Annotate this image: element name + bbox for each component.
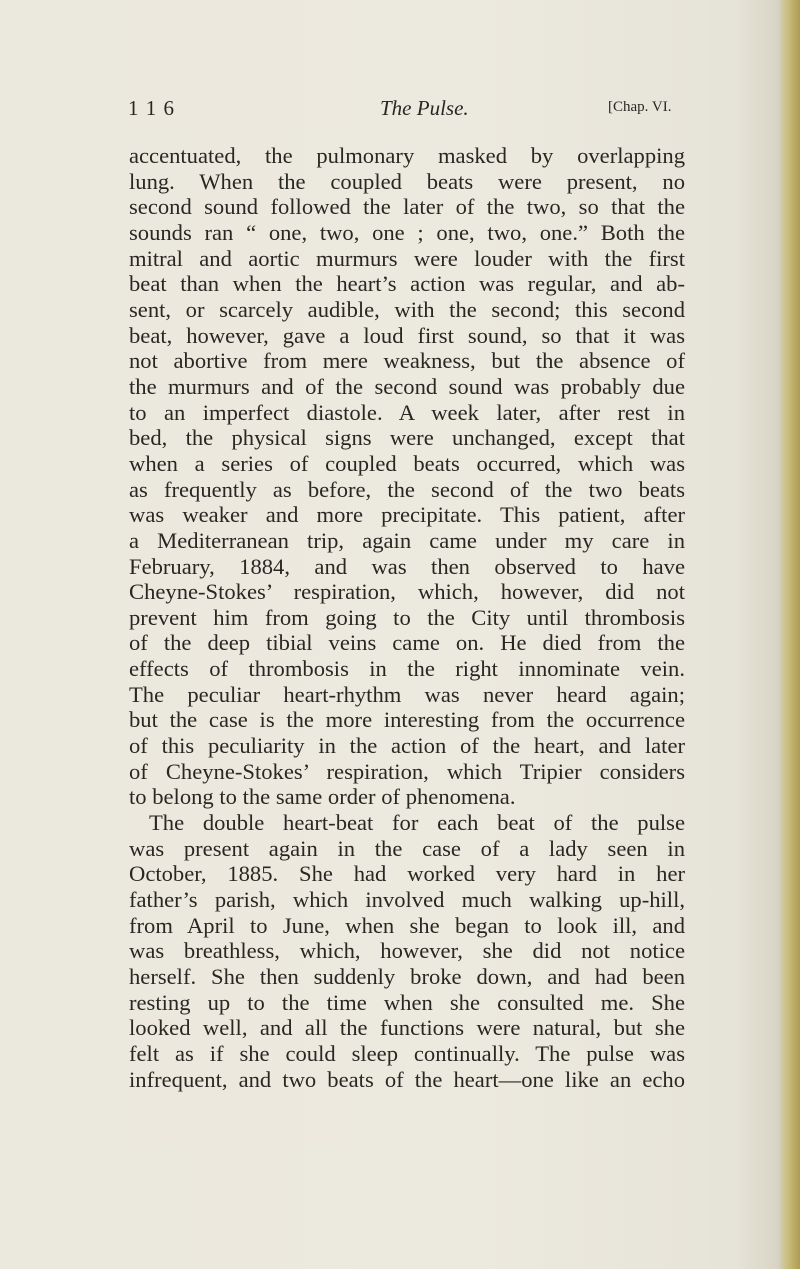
page-header [128,96,688,126]
text-line: when a series of coupled beats occurred, which was [129,450,685,476]
text-line: was weaker and more precipitate. This patient, after [129,502,685,528]
body-text [129,143,685,1092]
text-line: effects of thrombosis in the right innominate vein. [129,656,685,682]
text-line: looked well, and all the functions were natural, but she [129,1015,685,1041]
text-line: prevent him from going to the City until thrombosis [129,604,685,630]
text-line: was present again in the case of a lady seen in [129,835,685,861]
running-title: The Pulse. [380,96,469,120]
text-line: mitral and aortic murmurs were louder with the first [129,245,685,271]
text-line: February, 1884, and was then observed to have [129,553,685,579]
text-line: of the deep tibial veins came on. He died from the [129,630,685,656]
text-line: of Cheyne-Stokes’ respiration, which Tripier considers [129,758,685,784]
text-line: but the case is the more interesting from the occurrence [129,707,685,733]
text-line: of this peculiarity in the action of the heart, and later [129,733,685,759]
text-line: The peculiar heart-rhythm was never heard again; [129,681,685,707]
text-line: as frequently as before, the second of the two beats [129,476,685,502]
text-line: sounds ran “ one, two, one ; one, two, one.” Both the [129,219,685,245]
text-line: a Mediterranean trip, again came under my care in [129,527,685,553]
text-line: lung. When the coupled beats were present, no [129,168,685,194]
text-line: to an imperfect diastole. A week later, after rest in [129,399,685,425]
text-line: from April to June, when she began to look ill, and [129,912,685,938]
page-number: 1 1 6 [128,96,175,120]
text-line: second sound followed the later of the two, so that the [129,194,685,220]
text-line: bed, the physical signs were unchanged, except that [129,425,685,451]
text-line: accentuated, the pulmonary masked by overlapping [129,143,685,168]
text-line: to belong to the same order of phenomena. [129,784,516,810]
text-line: beat, however, gave a loud first sound, so that it was [129,322,685,348]
page-edge [778,0,800,1269]
paragraph-start-line: The double heart-beat for each beat of the pulse [149,810,685,836]
text-line: felt as if she could sleep continually. The pulse was [129,1040,685,1066]
text-line: father’s parish, which involved much walking up-hill, [129,887,685,913]
chapter-reference: [Chap. VI. [608,99,672,115]
text-line: beat than when the heart’s action was regular, and ab- [129,271,685,297]
text-line: resting up to the time when she consulted me. She [129,989,685,1015]
text-line: infrequent, and two beats of the heart—one like an echo [129,1066,685,1092]
text-line: Cheyne-Stokes’ respiration, which, however, did not [129,579,685,605]
text-line: was breathless, which, however, she did not notice [129,938,685,964]
text-line: herself. She then suddenly broke down, and had been [129,964,685,989]
text-line: sent, or scarcely audible, with the second; this second [129,296,685,322]
text-line: the murmurs and of the second sound was probably due [129,373,685,399]
text-line: not abortive from mere weakness, but the absence of [129,348,685,374]
text-line: October, 1885. She had worked very hard in her [129,861,685,887]
